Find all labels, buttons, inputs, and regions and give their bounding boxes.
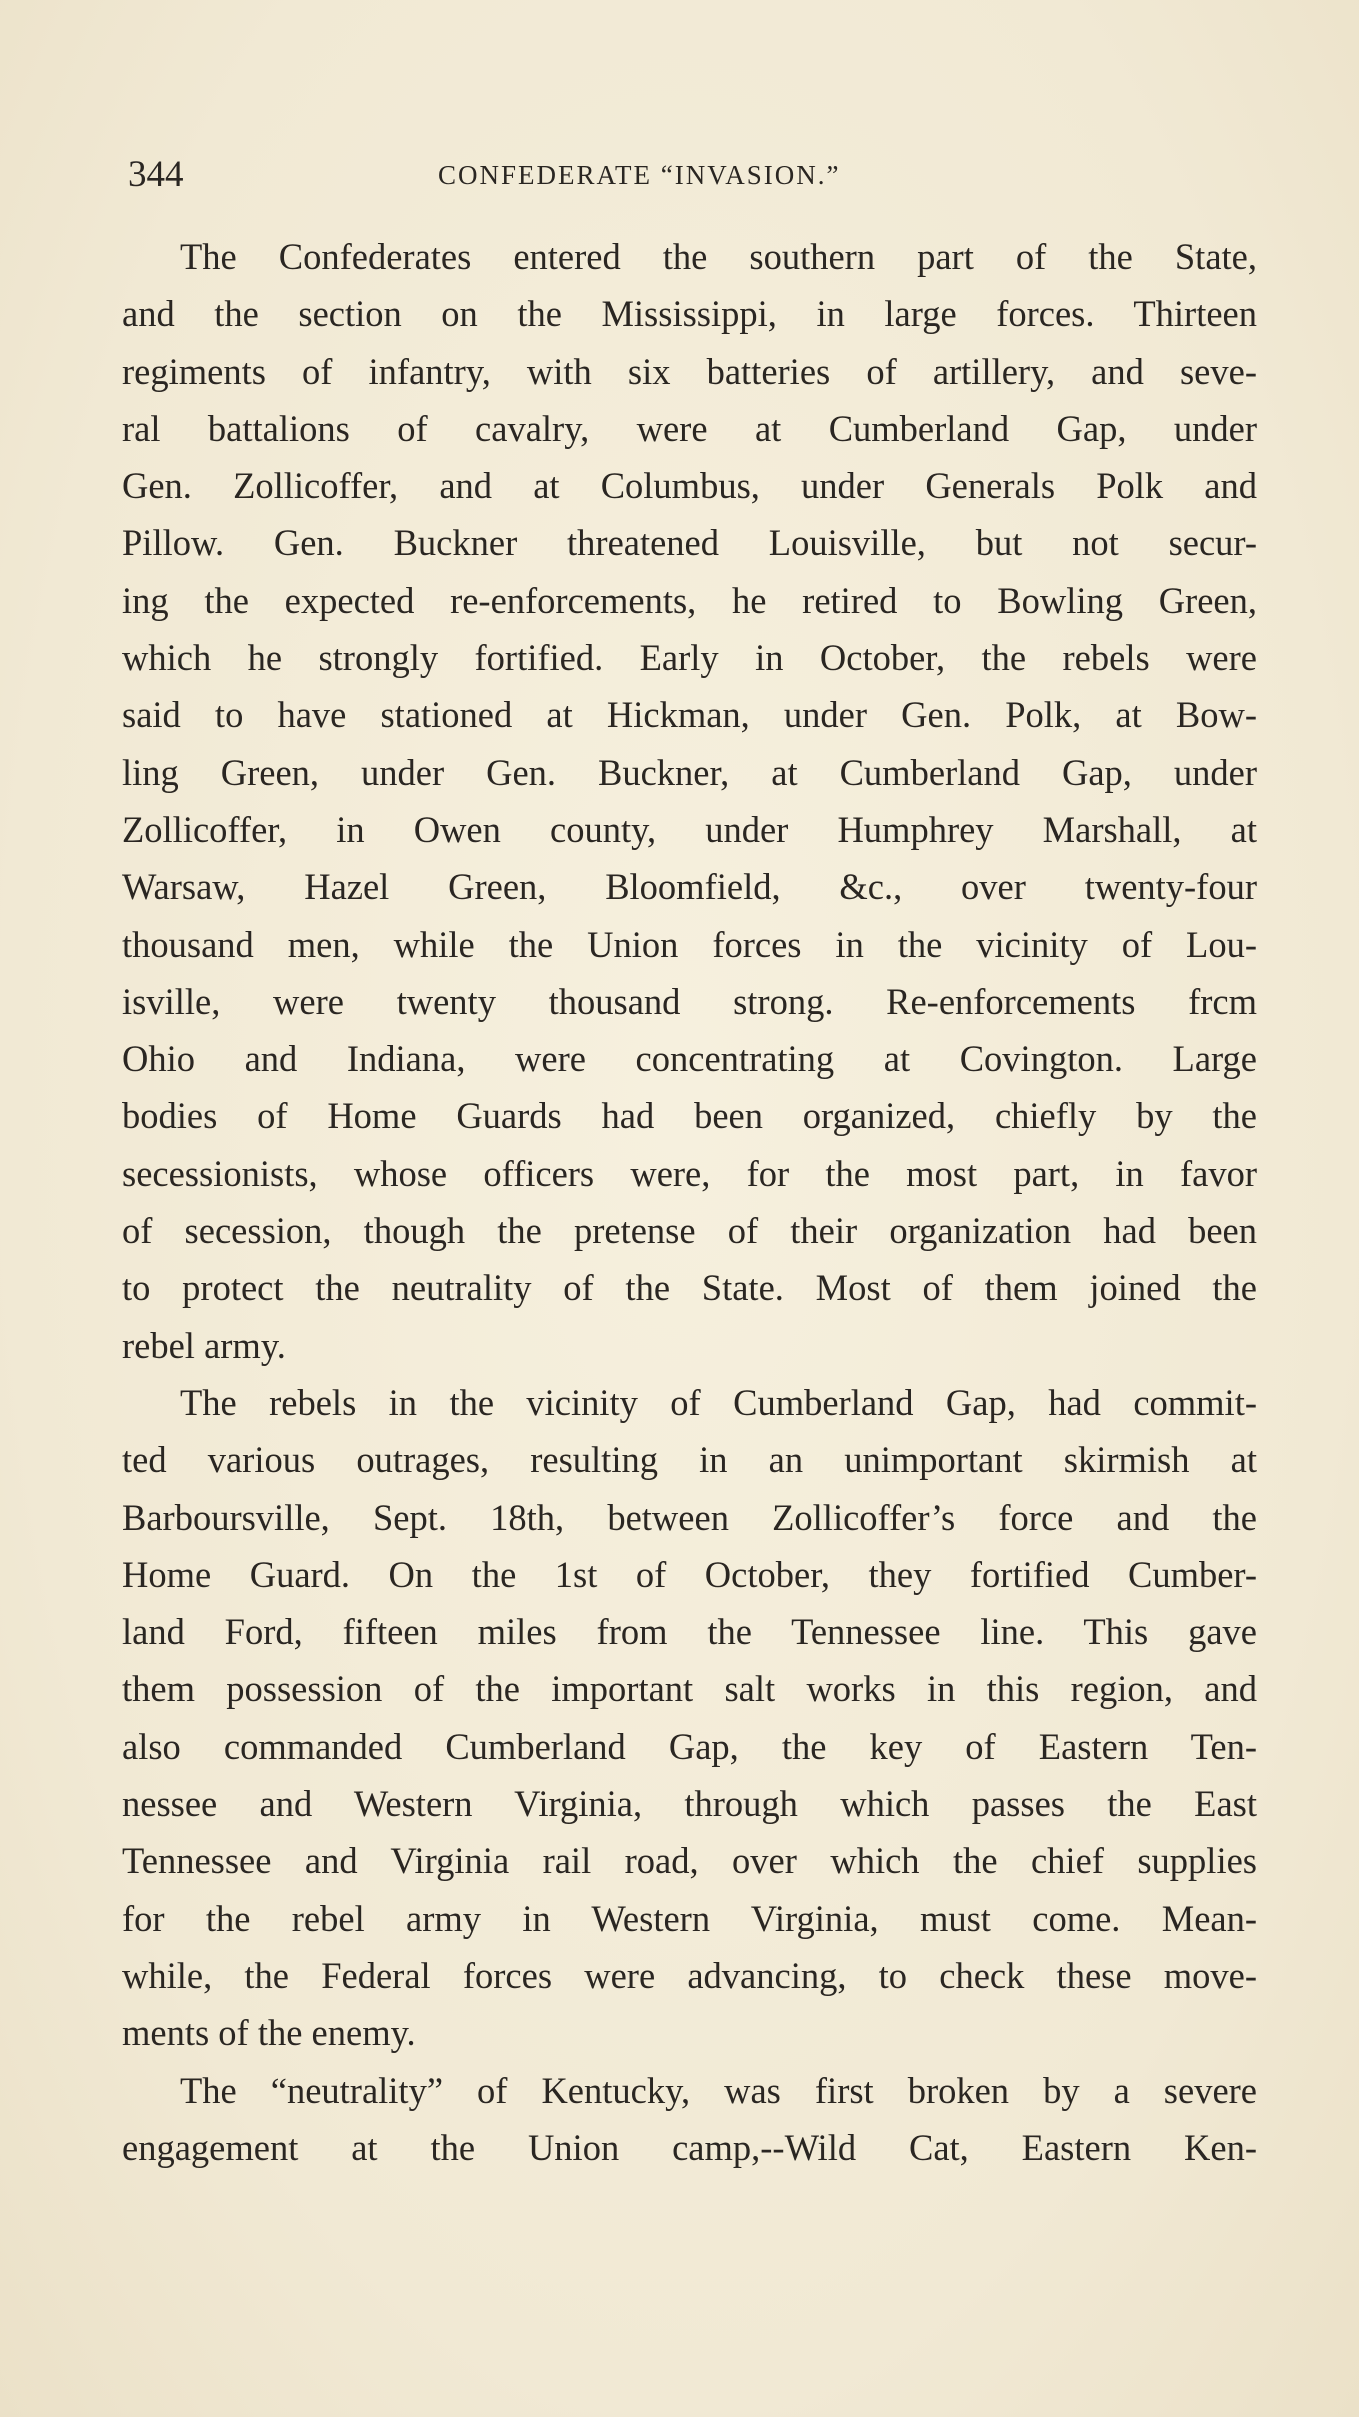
body-text <box>122 228 1257 2176</box>
paragraph-2 <box>122 1374 1257 2062</box>
text-line: ted various outrages, resulting in an unimportant skirmish at <box>122 1439 1257 1481</box>
text-line: them possession of the important salt works in this region, and <box>122 1668 1257 1710</box>
text-line: Ohio and Indiana, were concentrating at Covington. Large <box>122 1038 1257 1080</box>
text-line: while, the Federal forces were advancing, to check these move- <box>122 1954 1257 1996</box>
text-line: engagement at the Union camp,--Wild Cat, Eastern Ken- <box>122 2126 1257 2168</box>
text-line: Gen. Zollicoffer, and at Columbus, under Generals Polk and <box>122 465 1257 507</box>
text-line: The Confederates entered the southern part of the State, <box>180 236 1257 277</box>
text-line: regiments of infantry, with six batteries of artillery, and seve- <box>122 350 1257 392</box>
text-line: of secession, though the pretense of their organization had been <box>122 1210 1257 1252</box>
text-line: to protect the neutrality of the State. Most of them joined the <box>122 1267 1257 1309</box>
text-line: for the rebel army in Western Virginia, must come. Mean- <box>122 1897 1257 1939</box>
text-line: nessee and Western Virginia, through which passes the East <box>122 1783 1257 1825</box>
text-line: ral battalions of cavalry, were at Cumberland Gap, under <box>122 407 1257 449</box>
text-line: Zollicoffer, in Owen county, under Humphrey Marshall, at <box>122 808 1257 850</box>
text-line: ling Green, under Gen. Buckner, at Cumberland Gap, under <box>122 751 1257 793</box>
paragraph-1 <box>122 228 1257 1374</box>
text-line: Home Guard. On the 1st of October, they fortified Cumber- <box>122 1553 1257 1595</box>
page-number: 344 <box>128 154 184 195</box>
text-line: rebel army. <box>122 1324 286 1366</box>
text-line: Pillow. Gen. Buckner threatened Louisville, but not secur- <box>122 522 1257 564</box>
text-line: ments of the enemy. <box>122 2012 416 2054</box>
text-line: The rebels in the vicinity of Cumberland Gap, had commit- <box>180 1381 1257 1423</box>
text-line: The “neutrality” of Kentucky, was first broken by a severe <box>180 2069 1257 2111</box>
text-line: isville, were twenty thousand strong. Re-enforcements frcm <box>122 980 1257 1022</box>
text-line: land Ford, fifteen miles from the Tennessee line. This gave <box>122 1611 1257 1653</box>
text-line: ing the expected re-enforcements, he retired to Bowling Green, <box>122 579 1257 621</box>
running-head <box>128 150 1248 200</box>
text-line: bodies of Home Guards had been organized, chiefly by the <box>122 1095 1257 1137</box>
running-title: CONFEDERATE “INVASION.” <box>438 160 841 190</box>
text-line: and the section on the Mississippi, in large forces. Thirteen <box>122 293 1257 335</box>
text-line: also commanded Cumberland Gap, the key of Eastern Ten- <box>122 1725 1257 1767</box>
text-line: which he strongly fortified. Early in October, the rebels were <box>122 637 1257 679</box>
text-line: said to have stationed at Hickman, under Gen. Polk, at Bow- <box>122 694 1257 736</box>
text-line: secessionists, whose officers were, for the most part, in favor <box>122 1152 1257 1194</box>
text-line: Barboursville, Sept. 18th, between Zollicoffer’s force and the <box>122 1496 1257 1538</box>
paragraph-3 <box>122 2062 1257 2177</box>
text-line: Tennessee and Virginia rail road, over which the chief supplies <box>122 1840 1257 1882</box>
text-line: Warsaw, Hazel Green, Bloomfield, &c., over twenty-four <box>122 866 1257 908</box>
text-line: thousand men, while the Union forces in the vicinity of Lou- <box>122 923 1257 965</box>
